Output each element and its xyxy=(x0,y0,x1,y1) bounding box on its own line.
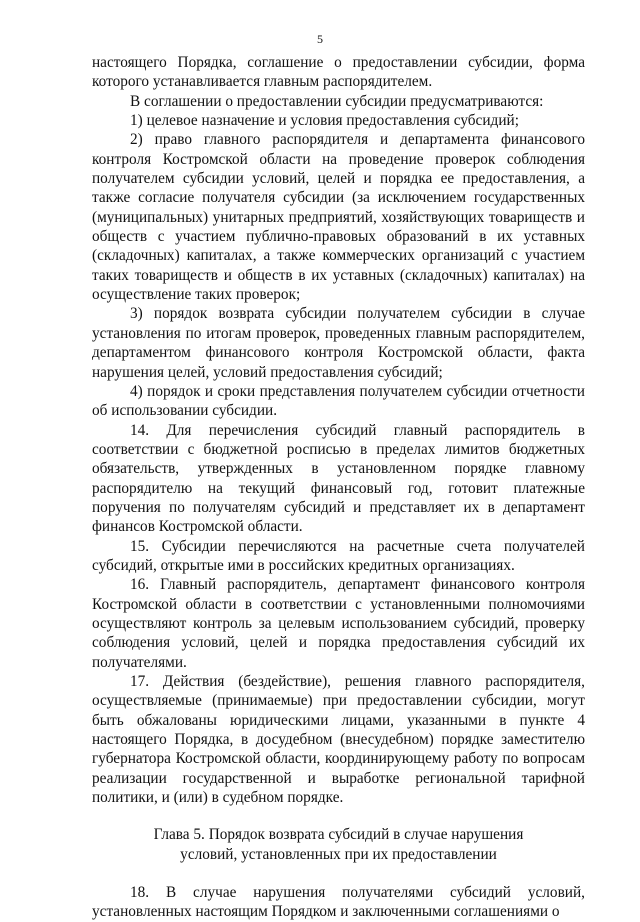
paragraph-16: 16. Главный распорядитель, департамент финансового контроля Костромской области в соответствии с установленными полномочиями осуществляют контроль за целевым использованием субсидий, проверку соблюдения условий, целей и порядка предоставления субсидий их получателями. xyxy=(92,576,585,671)
document-body xyxy=(92,53,585,922)
list-item-4: 4) порядок и сроки представления получателем субсидии отчетности об использовании субсидии. xyxy=(92,382,585,420)
spacer xyxy=(92,807,585,825)
paragraph-15: 15. Субсидии перечисляются на расчетные счета получателей субсидий, открытые ими в российских кредитных организациях. xyxy=(92,537,585,574)
paragraph-14: 14. Для перечисления субсидий главный распорядитель в соответствии с бюджетной росписью в пределах лимитов бюджетных обязательств, утвержденных в установленном порядке главному распорядителю на текущий финансовый год, готовит платежные поручения по получателям субсидий и представляет их в департамент финансов Костромской области. xyxy=(92,421,585,536)
paragraph-18: 18. В случае нарушения получателями субсидий условий, установленных настоящим Порядком и заключенными соглашениями о xyxy=(92,884,585,921)
chapter-heading-line-2: условий, установленных при их предоставлении xyxy=(180,845,497,863)
page-number: 5 xyxy=(317,32,323,46)
spacer xyxy=(92,864,585,883)
paragraph-continuation: настоящего Порядка, соглашение о предоставлении субсидии, форма которого устанавливается главным распорядителем. xyxy=(92,54,585,91)
list-item-2: 2) право главного распорядителя и департамента финансового контроля Костромской области на проведение проверок соблюдения получателем субсидии условий, целей и порядка ее предоставления, а также согласие получателя субсидии (за исключением государственных (муниципальных) унитарных предприятий, хозяйствующих товариществ и обществ с участием публично-правовых образований в их уставных (складочных) капиталах, а также коммерческих организаций с участием таких товариществ и обществ в их уставных (складочных) капиталах) на осуществление таких проверок; xyxy=(92,131,585,304)
list-item-1: 1) целевое назначение и условия предоставления субсидий; xyxy=(130,112,519,130)
chapter-heading-line-1: Глава 5. Порядок возврата субсидий в случае нарушения xyxy=(153,826,524,844)
list-item-3: 3) порядок возврата субсидии получателем субсидии в случае установления по итогам проверок, проведенных главным распорядителем, департаментом финансового контроля Костромской области, факта нарушения целей, условий предоставления субсидий; xyxy=(92,305,585,381)
paragraph-agreement-intro: В соглашении о предоставлении субсидии предусматриваются: xyxy=(130,92,544,110)
paragraph-17: 17. Действия (бездействие), решения главного распорядителя, осуществляемые (принимаемые) при предоставлении субсидии, могут быть обжалованы юридическими лицами, указанными в пункте 4 настоящего Порядка, в досудебном (внесудебном) порядке заместителю губернатора Костромской области, координирующему работу по вопросам реализации государственной и выработке региональной тарифной политики, и (или) в судебном порядке. xyxy=(92,673,585,807)
